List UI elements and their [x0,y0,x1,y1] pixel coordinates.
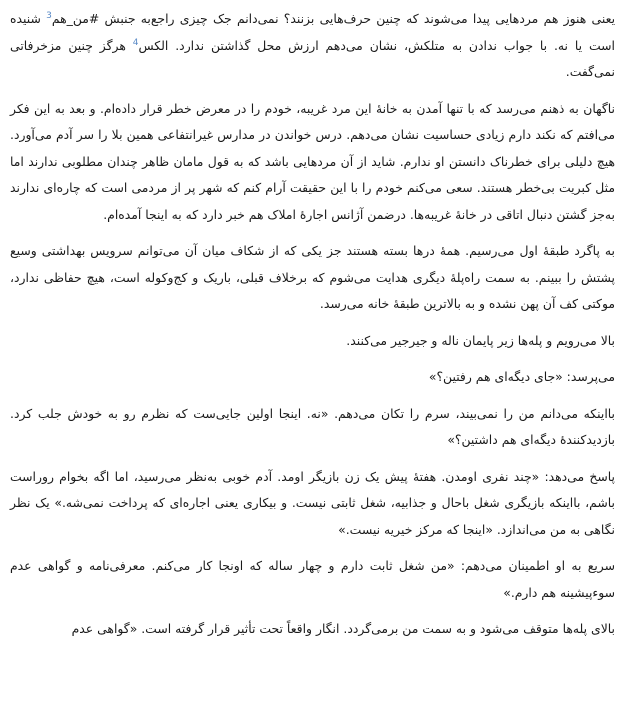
paragraph: ناگهان به ذهنم می‌رسد که با تنها آمدن به خانهٔ این مرد غریبه، خودم را در معرض خطر قرار داده‌ام. و بعد به این فکر می‌افتم که نکند دارم زیادی حساسیت نشان می‌دهم. درس خواندن در مدارس غیرانتفاعی همین بلا را سر آدم می‌آورد. هیچ دلیلی برای خطرناک دانستن او ندارم. شاید از آن مردهایی باشد که به قول مامان ظاهر چندان مطلوبی ندارند اما مثل کبریت بی‌خطر هستند. سعی می‌کنم خودم را با این حقیقت آرام کنم که شهر پر از مردمی است که چاره‌ای ندارند به‌جز گشتن دنبال اتاقی در خانهٔ غریبه‌ها. درضمن آژانس اجارهٔ املاک هم خبر دارد که به اینجا آمده‌ام. [10,100,615,222]
paragraph: به پاگرد طبقهٔ اول می‌رسیم. همهٔ درها بسته هستند جز یکی که از شکاف میان آن می‌توانم سرویس بهداشتی وسیع پشتش را ببینم. به سمت راه‌پلهٔ دیگری هدایت می‌شوم که برخلاف قبلی، باریک و کج‌وکوله است، هیچ حفاظی ندارد، موکتی کف آن پهن نشده و به بالاترین طبقهٔ خانه می‌رسد. [10,243,615,311]
paragraph: می‌پرسد: «جای دیگه‌ای هم رفتین؟» [428,369,615,384]
paragraph: بااینکه می‌دانم من را نمی‌بیند، سرم را تکان می‌دهم. «نه. اینجا اولین جایی‌ست که نظرم رو به خودش جلب کرد. بازدیدکنندهٔ دیگه‌ای هم داشتین؟» [10,405,615,447]
paragraph: بالا می‌رویم و پله‌ها زیر پایمان ناله و جیرجیر می‌کنند. [346,332,615,348]
paragraph: پاسخ می‌دهد: «چند نفری اومدن. هفتهٔ پیش یک زن بازیگر اومد. آدم خوبی به‌نظر می‌رسید، اما اگه بخوام روراست باشم، بااینکه بازیگری شغل باحال و جذابیه، شغل ثابتی نیست. و بیکاری یعنی اجاره‌ای که پرداخت نمی‌شه.» یک نظر نگاهی به من می‌اندازد. «اینجا که مرکز خیریه نیست.» [10,468,615,537]
paragraph-text: یعنی هنوز هم مردهایی پیدا می‌شوند که چنین حرف‌هایی بزنند؟ نمی‌دانم جک چیزی راجع‌به جنبش #من_هم [51,11,616,26]
footnote-marker[interactable]: 4 [132,37,139,48]
paragraph [10,6,615,86]
paragraph: بالای پله‌ها متوقف می‌شود و به سمت من برمی‌گردد. انگار واقعاً تحت تأثیر قرار گرفته است. «گواهی عدم [71,621,615,636]
paragraph-text: هرگز چنین مزخرفاتی نمی‌گفت. [10,37,615,79]
footnote-marker[interactable]: 3 [46,10,52,21]
paragraph: سریع به او اطمینان می‌دهم: «من شغل ثابت دارم و چهار ساله که اونجا کار می‌کنم. معرفی‌نامه و گواهی عدم سوءپیشینه هم دارم.» [10,558,615,600]
paragraph-text: شنیده است یا نه. با جواب ندادن به متلکش، نشان می‌دهم ارزش محل گذاشتن ندارد. الکس [10,11,615,53]
